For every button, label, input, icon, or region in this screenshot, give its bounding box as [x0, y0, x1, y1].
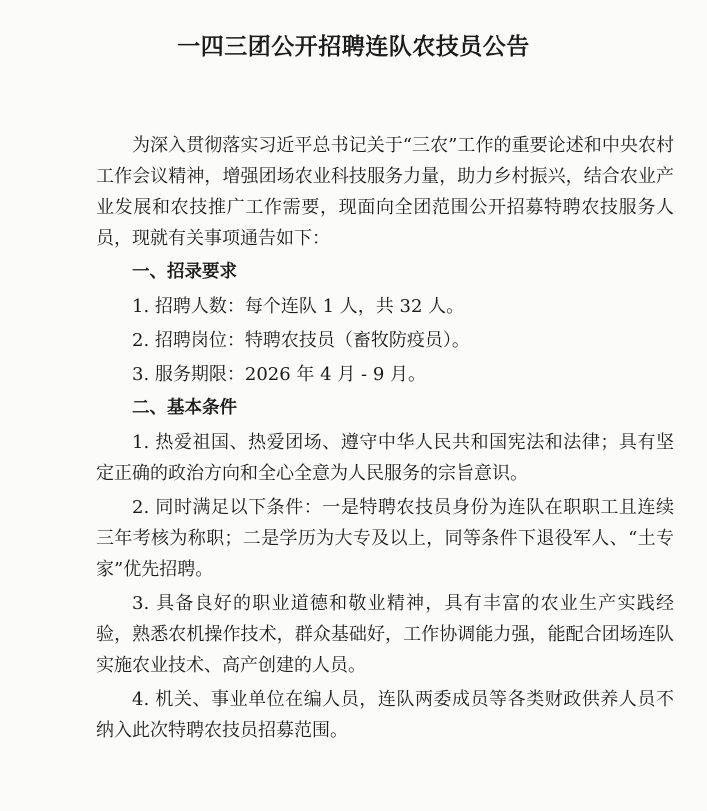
- section-1-item: 2. 招聘岗位：特聘农技员（畜牧防疫员）。: [132, 330, 470, 351]
- section-2-heading: 二、基本条件: [132, 398, 237, 418]
- document-body: [96, 130, 674, 749]
- intro-paragraph: 为深入贯彻落实习近平总书记关于“三农”工作的重要论述和中央农村工作会议精神，增强团场农业科技服务力量，助力乡村振兴，结合农业产业发展和农技推广工作需要，现面向全团范围公开招募特聘农技服务人员，现就有关事项通告如下：: [96, 135, 674, 249]
- section-2-item: 4. 机关、事业单位在编人员，连队两委成员等各类财政供养人员不纳入此次特聘农技员招募范围。: [96, 689, 674, 741]
- section-2-item: 3. 具备良好的职业道德和敬业精神，具有丰富的农业生产实践经验，熟悉农机操作技术，群众基础好，工作协调能力强，能配合团场连队实施农业技术、高产创建的人员。: [96, 593, 674, 676]
- section-2-item: 2. 同时满足以下条件：一是特聘农技员身份为连队在职职工且连续三年考核为称职；二是学历为大专及以上，同等条件下退役军人、“土专家”优先招聘。: [96, 497, 674, 580]
- section-2-item: 1. 热爱祖国、热爱团场、遵守中华人民共和国宪法和法律；具有坚定正确的政治方向和全心全意为人民服务的宗旨意识。: [96, 432, 674, 484]
- document-title: 一四三团公开招聘连队农技员公告: [177, 34, 530, 60]
- section-1-item: 3. 服务期限：2026 年 4 月 - 9 月。: [132, 364, 427, 385]
- section-1-heading: 一、招录要求: [132, 262, 237, 282]
- section-1-item: 1. 招聘人数：每个连队 1 人，共 32 人。: [132, 296, 465, 317]
